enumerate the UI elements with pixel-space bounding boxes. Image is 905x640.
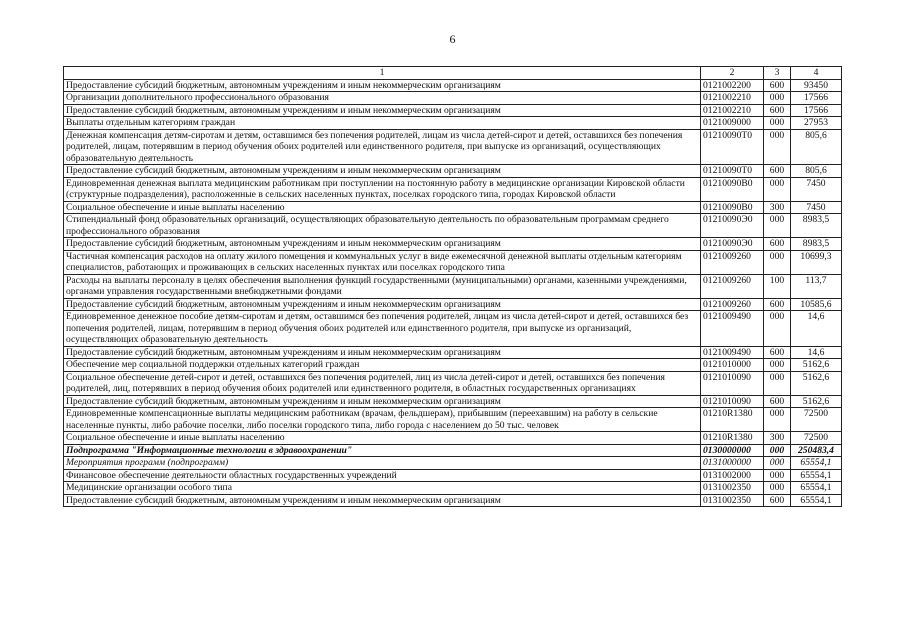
row-type-cell: 300 [764,201,791,214]
row-type-cell: 000 [764,457,791,470]
row-name-cell: Медицинские организации особого типа [64,482,701,495]
table-row [64,311,842,347]
row-name-cell: Организации дополнительного профессионального образования [64,92,701,105]
row-type-cell: 000 [764,444,791,457]
row-code-cell: 0121009000 [701,117,764,130]
row-amount-cell: 72500 [791,432,842,445]
row-amount-cell: 5162,6 [791,371,842,395]
row-name-cell: Единовременное денежное пособие детям-сиротам и детям, оставшимся без попечения родителей, лицам из числа детей-сирот и детей, оставшихся без попечения родителей, лицам, потерявшим в период обучения обоих родителей или единственного родителя, при выпуске из организаций, осуществляющих образовательную деятельность [64,311,701,347]
budget-table-body [64,67,842,507]
row-type-cell: 600 [764,346,791,359]
header-col-3: 3 [764,67,791,80]
row-code-cell: 0121009490 [701,346,764,359]
row-code-cell: 0121009260 [701,250,764,274]
row-amount-cell: 65554,1 [791,457,842,470]
row-amount-cell: 17566 [791,104,842,117]
header-col-1: 1 [64,67,701,80]
row-amount-cell: 5162,6 [791,359,842,372]
table-row [64,214,842,238]
row-amount-cell: 8983,5 [791,214,842,238]
row-name-cell: Предоставление субсидий бюджетным, автономным учреждениям и иным некоммерческим организациям [64,346,701,359]
row-amount-cell: 5162,6 [791,395,842,408]
table-row [64,432,842,445]
row-name-cell: Обеспечение мер социальной поддержки отдельных категорий граждан [64,359,701,372]
table-row [64,408,842,432]
row-name-cell: Единовременная денежная выплата медицинским работникам при поступлении на постоянную работу в медицинские организации Кировской области (структурные подразделения), расположенные в сельских населенных пунктах, поселках городского типа, городах Кировской области [64,177,701,201]
row-name-cell: Предоставление субсидий бюджетным, автономным учреждениям и иным некоммерческим организациям [64,494,701,507]
row-amount-cell: 17566 [791,92,842,105]
row-type-cell: 000 [764,250,791,274]
row-type-cell: 600 [764,298,791,311]
row-name-cell: Социальное обеспечение и иные выплаты населению [64,432,701,445]
row-name-cell: Стипендиальный фонд образовательных организаций, осуществляющих образовательную деятельность по образовательным программам среднего профессионального образования [64,214,701,238]
row-amount-cell: 8983,5 [791,238,842,251]
row-type-cell: 000 [764,92,791,105]
table-row [64,238,842,251]
table-row [64,457,842,470]
row-name-cell: Частичная компенсация расходов на оплату жилого помещения и коммунальных услуг в виде ежемесячной денежной выплаты отдельным категориям специалистов, работающих и проживающих в сельских населенных пунктах или поселках городского типа [64,250,701,274]
row-type-cell: 600 [764,494,791,507]
table-row [64,482,842,495]
row-amount-cell: 65554,1 [791,494,842,507]
row-name-cell: Предоставление субсидий бюджетным, автономным учреждениям и иным некоммерческим организациям [64,238,701,251]
row-type-cell: 000 [764,311,791,347]
row-code-cell: 0121002210 [701,104,764,117]
table-row [64,469,842,482]
row-name-cell: Социальное обеспечение и иные выплаты населению [64,201,701,214]
table-row [64,274,842,298]
row-amount-cell: 10699,3 [791,250,842,274]
row-type-cell: 000 [764,482,791,495]
row-type-cell: 600 [764,79,791,92]
table-row [64,201,842,214]
row-name-cell: Предоставление субсидий бюджетным, автономным учреждениям и иным некоммерческим организациям [64,298,701,311]
row-name-cell: Предоставление субсидий бюджетным, автономным учреждениям и иным некоммерческим организациям [64,165,701,178]
table-row [64,117,842,130]
table-row [64,177,842,201]
row-code-cell: 0121010000 [701,359,764,372]
row-name-cell: Выплаты отдельным категориям граждан [64,117,701,130]
row-code-cell: 0131002350 [701,494,764,507]
row-type-cell: 600 [764,238,791,251]
row-code-cell: 0131002000 [701,469,764,482]
row-type-cell: 600 [764,165,791,178]
row-type-cell: 000 [764,469,791,482]
row-amount-cell: 27953 [791,117,842,130]
row-type-cell: 600 [764,104,791,117]
table-row [64,79,842,92]
header-col-4: 4 [791,67,842,80]
row-code-cell: 0121002200 [701,79,764,92]
row-code-cell: 0131002350 [701,482,764,495]
row-code-cell: 01210090Э0 [701,214,764,238]
row-name-cell: Единовременные компенсационные выплаты медицинским работникам (врачам, фельдшерам), прибывшим (переехавшим) на работу в сельские населенные пункты, либо рабочие поселки, либо поселки городского типа, либо города с населением до 50 тыс. человек [64,408,701,432]
row-code-cell: 0121009490 [701,311,764,347]
header-col-2: 2 [701,67,764,80]
row-code-cell: 0121009260 [701,274,764,298]
table-row [64,92,842,105]
row-amount-cell: 10585,6 [791,298,842,311]
row-type-cell: 000 [764,129,791,165]
row-name-cell: Финансовое обеспечение деятельности областных государственных учреждений [64,469,701,482]
row-amount-cell: 14,6 [791,346,842,359]
row-amount-cell: 14,6 [791,311,842,347]
row-amount-cell: 65554,1 [791,482,842,495]
row-name-cell: Расходы на выплаты персоналу в целях обеспечения выполнения функций государственными (муниципальными) органами, казенными учреждениями, органами управления государственными внебюджетными фондами [64,274,701,298]
row-code-cell: 01210R1380 [701,408,764,432]
table-row [64,250,842,274]
row-name-cell: Социальное обеспечение детей-сирот и детей, оставшихся без попечения родителей, лиц из числа детей-сирот и детей, оставшихся без попечения родителей, лиц, потерявших в период обучения обоих родителей или единственного родителя, в областных государственных организациях [64,371,701,395]
row-type-cell: 000 [764,408,791,432]
row-amount-cell: 7450 [791,201,842,214]
table-row [64,346,842,359]
row-name-cell: Денежная компенсация детям-сиротам и детям, оставшимся без попечения родителей, лицам из числа детей-сирот и детей, оставшихся без попечения родителей, лицам, потерявшим в период обучения обоих родителей или единственного родителя, при выпуске из организаций, осуществляющих образовательную деятельность [64,129,701,165]
table-row [64,165,842,178]
row-name-cell: Предоставление субсидий бюджетным, автономным учреждениям и иным некоммерческим организациям [64,79,701,92]
row-type-cell: 100 [764,274,791,298]
row-amount-cell: 93450 [791,79,842,92]
row-name-cell: Предоставление субсидий бюджетным, автономным учреждениям и иным некоммерческим организациям [64,104,701,117]
table-header-row [64,67,842,80]
row-name-cell: Подпрограмма "Информационные технологии в здравоохранении" [64,444,701,457]
row-type-cell: 000 [764,177,791,201]
row-type-cell: 600 [764,395,791,408]
row-code-cell: 0121010090 [701,395,764,408]
row-amount-cell: 805,6 [791,165,842,178]
row-code-cell: 01210090В0 [701,201,764,214]
table-row [64,359,842,372]
row-name-cell: Мероприятия программ (подпрограмм) [64,457,701,470]
table-row [64,129,842,165]
table-row [64,444,842,457]
table-row [64,395,842,408]
row-amount-cell: 805,6 [791,129,842,165]
row-name-cell: Предоставление субсидий бюджетным, автономным учреждениям и иным некоммерческим организациям [64,395,701,408]
table-row [64,494,842,507]
budget-table [63,66,842,507]
row-code-cell: 01210R1380 [701,432,764,445]
row-type-cell: 000 [764,371,791,395]
row-type-cell: 000 [764,359,791,372]
row-code-cell: 01210090Э0 [701,238,764,251]
row-amount-cell: 113,7 [791,274,842,298]
row-code-cell: 01210090Т0 [701,165,764,178]
row-amount-cell: 72500 [791,408,842,432]
table-row [64,371,842,395]
row-type-cell: 000 [764,214,791,238]
row-code-cell: 0121010090 [701,371,764,395]
row-code-cell: 01210090Т0 [701,129,764,165]
row-type-cell: 300 [764,432,791,445]
row-amount-cell: 250483,4 [791,444,842,457]
table-row [64,104,842,117]
row-code-cell: 0121009260 [701,298,764,311]
row-code-cell: 01210090В0 [701,177,764,201]
row-type-cell: 000 [764,117,791,130]
row-code-cell: 0121002210 [701,92,764,105]
row-code-cell: 0131000000 [701,457,764,470]
table-row [64,298,842,311]
row-code-cell: 0130000000 [701,444,764,457]
row-amount-cell: 65554,1 [791,469,842,482]
page-number: 6 [449,32,456,46]
row-amount-cell: 7450 [791,177,842,201]
